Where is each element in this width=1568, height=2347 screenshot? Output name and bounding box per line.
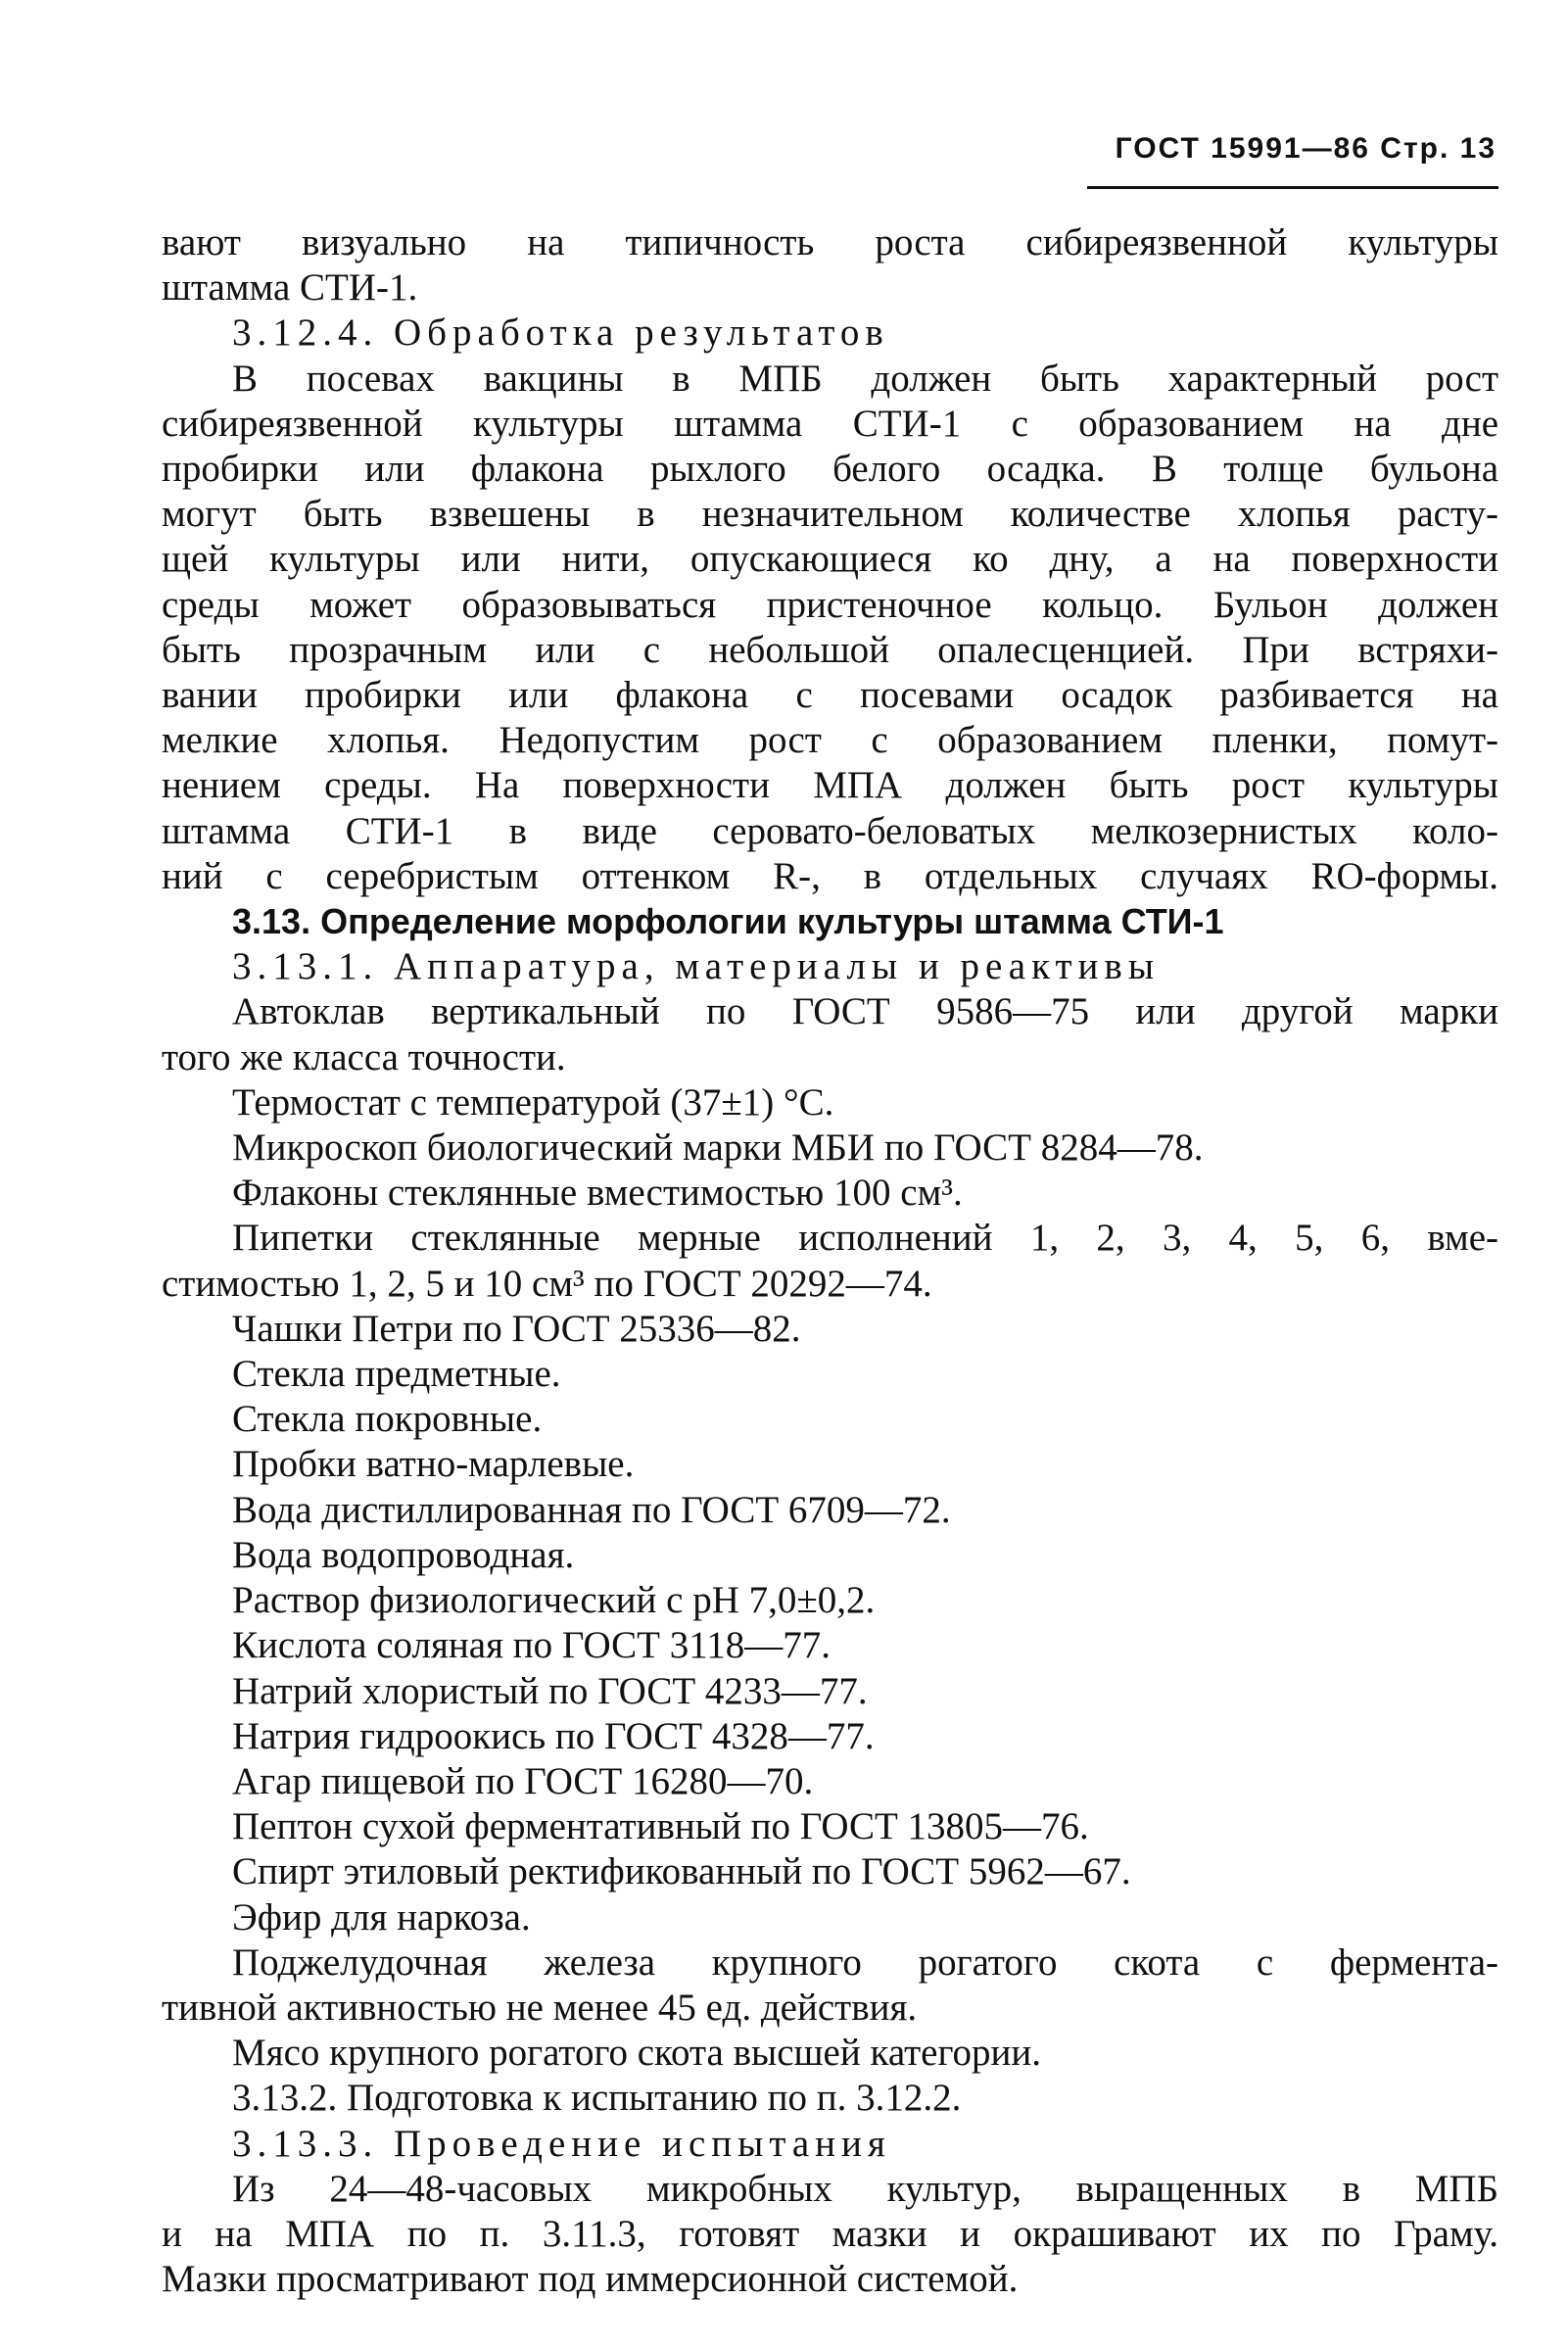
text-line: 3.13.2. Подготовка к испытанию по п. 3.12.2. xyxy=(232,2077,962,2120)
text-line: штамма СТИ-1 в виде серовато-беловатых мелкозернистых коло- xyxy=(162,809,1498,852)
header-rule xyxy=(1087,186,1498,189)
text-line: 3.13.1. Аппаратура, материалы и реактивы xyxy=(232,945,1161,988)
text-line: Мясо крупного рогатого скота высшей категории. xyxy=(232,2032,1041,2075)
text-line: Стекла предметные. xyxy=(232,1353,561,1396)
text-line: тивной активностью не менее 45 ед. действия. xyxy=(162,1986,918,2029)
text-line: Раствор физиологический с рН 7,0±0,2. xyxy=(232,1579,876,1622)
text-line: Термостат с температурой (37±1) °С. xyxy=(232,1080,834,1124)
text-line: Чашки Петри по ГОСТ 25336—82. xyxy=(232,1307,801,1350)
text-line: Спирт этиловый ректификованный по ГОСТ 5962—67. xyxy=(232,1850,1131,1893)
text-line: Натрий хлористый по ГОСТ 4233—77. xyxy=(232,1669,868,1712)
text-line: среды может образовываться пристеночное кольцо. Бульон должен xyxy=(162,583,1498,626)
text-line: Пептон сухой ферментативный по ГОСТ 13805—76. xyxy=(232,1805,1089,1848)
text-line: Кислота соляная по ГОСТ 3118—77. xyxy=(232,1624,832,1667)
text-line: Пробки ватно-марлевые. xyxy=(232,1443,635,1486)
text-line: пробирки или флакона рыхлого белого осадка. В толще бульона xyxy=(162,448,1498,491)
text-line: Пипетки стеклянные мерные исполнений 1, 2, 3, 4, 5, 6, вме- xyxy=(232,1217,1498,1260)
text-line: щей культуры или нити, опускающиеся ко дну, а на поверхности xyxy=(162,538,1498,581)
text-line: В посевах вакцины в МПБ должен быть характерный рост xyxy=(232,357,1498,400)
text-line: Автоклав вертикальный по ГОСТ 9586—75 или другой марки xyxy=(232,990,1498,1033)
text-line: стимостью 1, 2, 5 и 10 см³ по ГОСТ 20292—74. xyxy=(162,1262,932,1305)
text-line: 3.13.3. Проведение испытания xyxy=(232,2122,891,2165)
text-line: 3.12.4. Обработка результатов xyxy=(232,311,889,355)
text-line: вании пробирки или флакона с посевами осадок разбивается на xyxy=(162,674,1498,717)
text-line: 3.13. Определение морфологии культуры штамма СТИ-1 xyxy=(232,901,1224,942)
text-line: вают визуально на типичность роста сибиреязвенной культуры xyxy=(162,221,1498,263)
document-body xyxy=(162,220,1498,2302)
text-line: Вода дистиллированная по ГОСТ 6709—72. xyxy=(232,1488,951,1531)
text-line: могут быть взвешены в незначительном количестве хлопья расту- xyxy=(162,493,1498,536)
text-line: того же класса точности. xyxy=(162,1035,566,1078)
text-line: Вода водопроводная. xyxy=(232,1533,575,1576)
text-line: Поджелудочная железа крупного рогатого скота с фермента- xyxy=(232,1940,1498,1984)
text-line: быть прозрачным или с небольшой опалесценцией. При встряхи- xyxy=(162,628,1498,671)
text-line: и на МПА по п. 3.11.3, готовят мазки и окрашивают их по Граму. xyxy=(162,2212,1498,2255)
text-line: ний с серебристым оттенком R-, в отдельных случаях RO-формы. xyxy=(162,854,1498,897)
page-header: ГОСТ 15991—86 Стр. 13 xyxy=(1115,132,1497,165)
text-line: Натрия гидроокись по ГОСТ 4328—77. xyxy=(232,1714,875,1757)
text-line: Флаконы стеклянные вместимостью 100 см³. xyxy=(232,1172,963,1215)
text-line: Микроскоп биологический марки МБИ по ГОСТ 8284—78. xyxy=(232,1126,1204,1170)
text-line: штамма СТИ-1. xyxy=(162,266,418,310)
text-line: мелкие хлопья. Недопустим рост с образованием пленки, помут- xyxy=(162,719,1498,762)
text-line: нением среды. На поверхности МПА должен быть рост культуры xyxy=(162,764,1498,807)
text-line: сибиреязвенной культуры штамма СТИ-1 с образованием на дне xyxy=(162,402,1498,445)
text-line: Из 24—48-часовых микробных культур, выращенных в МПБ xyxy=(232,2167,1498,2210)
text-line: Эфир для наркоза. xyxy=(232,1895,531,1939)
text-line: Агар пищевой по ГОСТ 16280—70. xyxy=(232,1759,814,1802)
text-line: Мазки просматривают под иммерсионной системой. xyxy=(162,2258,1019,2301)
text-line: Стекла покровные. xyxy=(232,1398,543,1441)
